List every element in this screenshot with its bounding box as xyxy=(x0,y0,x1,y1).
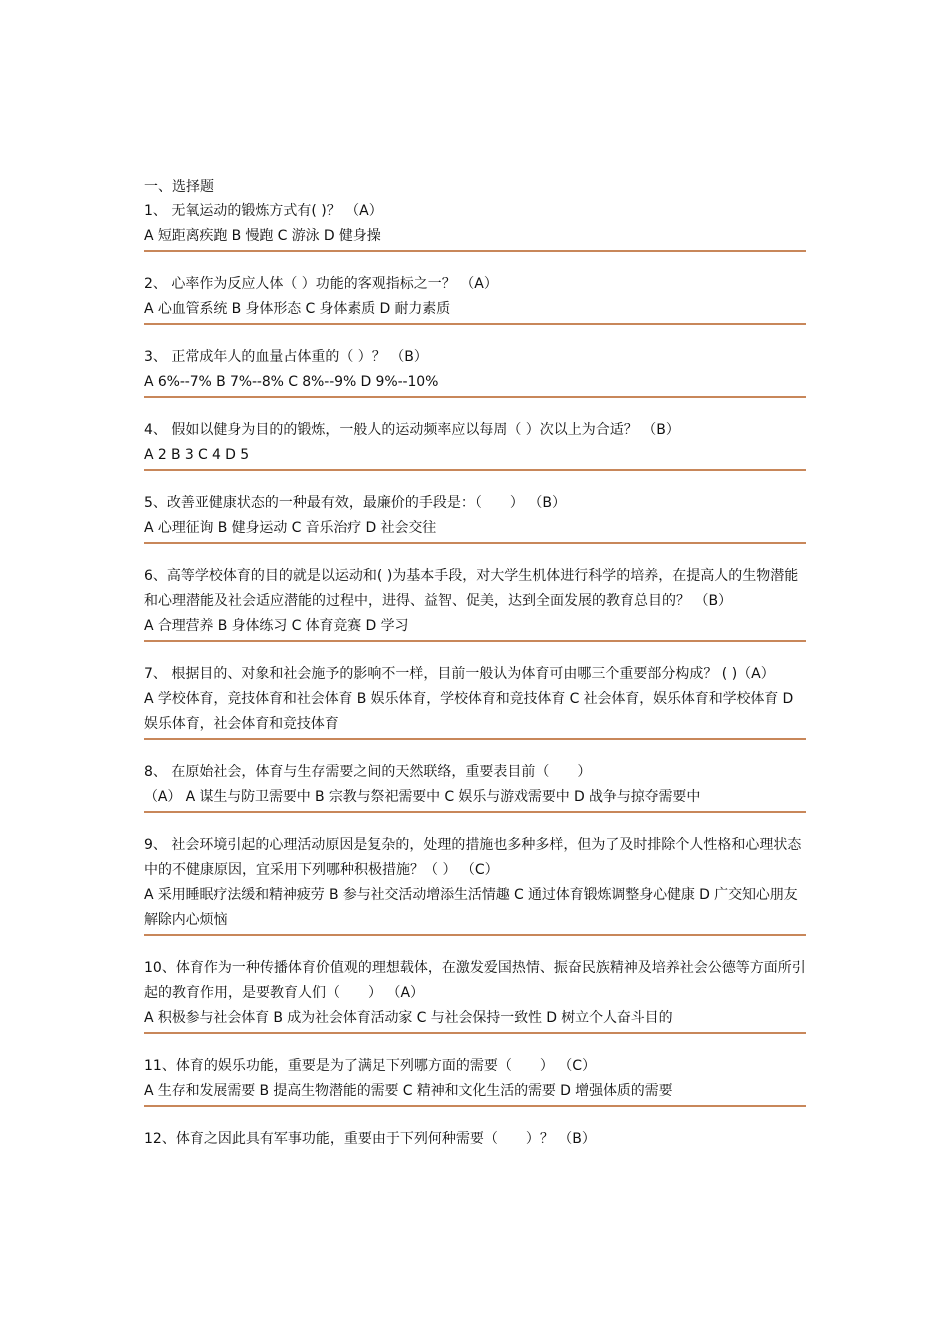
question-options: A 积极参与社会体育 B 成为社会体育活动家 C 与社会保持一致性 D 树立个人奋斗目的 xyxy=(144,1010,673,1026)
question-text: 4、 假如以健身为目的的锻炼，一般人的运动频率应以每周（ ）次以上为合适？ （B） xyxy=(144,422,680,438)
question-text: 9、 社会环境引起的心理活动原因是复杂的，处理的措施也多种多样，但为了及时排除个人性格和心理状态中的不健康原因，宜采用下列哪种积极措施？（ ） （C） xyxy=(144,837,802,878)
question-text: 8、 在原始社会，体育与生存需要之间的天然联络，重要表目前（ ） xyxy=(144,764,592,780)
question-divider xyxy=(144,1032,806,1034)
question-1 xyxy=(144,199,806,252)
question-divider xyxy=(144,396,806,398)
question-options: A 6%--7% B 7%--8% C 8%--9% D 9%--10% xyxy=(144,374,439,390)
question-text: 3、 正常成年人的血量占体重的（ ）？ （B） xyxy=(144,349,428,365)
question-divider xyxy=(144,738,806,740)
question-8 xyxy=(144,760,806,813)
question-options: （A） A 谋生与防卫需要中 B 宗教与祭祀需要中 C 娱乐与游戏需要中 D 战争与掠夺需要中 xyxy=(144,789,701,805)
question-text: 12、体育之因此具有军事功能，重要由于下列何种需要（ ）？ （B） xyxy=(144,1131,596,1147)
question-options: A 生存和发展需要 B 提高生物潜能的需要 C 精神和文化生活的需要 D 增强体质的需要 xyxy=(144,1083,673,1099)
question-text: 10、体育作为一种传播体育价值观的理想载体，在激发爱国热情、振奋民族精神及培养社会公德等方面所引起的教育作用，是要教育人们（ ） （A） xyxy=(144,960,806,1001)
question-5 xyxy=(144,491,806,544)
question-divider xyxy=(144,1105,806,1107)
question-6 xyxy=(144,564,806,642)
question-text: 1、 无氧运动的锻炼方式有( )？ （A） xyxy=(144,203,383,219)
question-divider xyxy=(144,542,806,544)
question-10 xyxy=(144,956,806,1034)
question-divider xyxy=(144,250,806,252)
question-12 xyxy=(144,1127,806,1152)
question-divider xyxy=(144,469,806,471)
document-page xyxy=(144,175,806,1152)
question-text: 6、高等学校体育的目的就是以运动和( )为基本手段，对大学生机体进行科学的培养，在提高人的生物潜能和心理潜能及社会适应潜能的过程中，进得、益智、促美，达到全面发展的教育总目的？ （B） xyxy=(144,568,799,609)
question-options: A 合理营养 B 身体练习 C 体育竞赛 D 学习 xyxy=(144,618,409,634)
question-options: A 采用睡眠疗法缓和精神疲劳 B 参与社交活动增添生活情趣 C 通过体育锻炼调整身心健康 D 广交知心朋友解除内心烦恼 xyxy=(144,887,798,928)
question-9 xyxy=(144,833,806,936)
question-options: A 心血管系统 B 身体形态 C 身体素质 D 耐力素质 xyxy=(144,301,451,317)
section-title: 一、选择题 xyxy=(144,179,214,195)
question-options: A 2 B 3 C 4 D 5 xyxy=(144,447,250,463)
question-7 xyxy=(144,662,806,740)
question-options: A 学校体育，竞技体育和社会体育 B 娱乐体育，学校体育和竞技体育 C 社会体育，娱乐体育和学校体育 D 娱乐体育，社会体育和竞技体育 xyxy=(144,691,794,732)
question-options: A 短距离疾跑 B 慢跑 C 游泳 D 健身操 xyxy=(144,228,381,244)
question-divider xyxy=(144,323,806,325)
question-divider xyxy=(144,640,806,642)
question-text: 11、体育的娱乐功能，重要是为了满足下列哪方面的需要（ ） （C） xyxy=(144,1058,597,1074)
question-text: 2、 心率作为反应人体（ ）功能的客观指标之一？ （A） xyxy=(144,276,498,292)
question-4 xyxy=(144,418,806,471)
question-text: 7、 根据目的、对象和社会施予的影响不一样，目前一般认为体育可由哪三个重要部分构成？ ( )（A） xyxy=(144,666,775,682)
question-11 xyxy=(144,1054,806,1107)
question-options: A 心理征询 B 健身运动 C 音乐治疗 D 社会交往 xyxy=(144,520,437,536)
question-3 xyxy=(144,345,806,398)
question-2 xyxy=(144,272,806,325)
question-divider xyxy=(144,934,806,936)
question-divider xyxy=(144,811,806,813)
question-text: 5、改善亚健康状态的一种最有效，最廉价的手段是：（ ） （B） xyxy=(144,495,566,511)
